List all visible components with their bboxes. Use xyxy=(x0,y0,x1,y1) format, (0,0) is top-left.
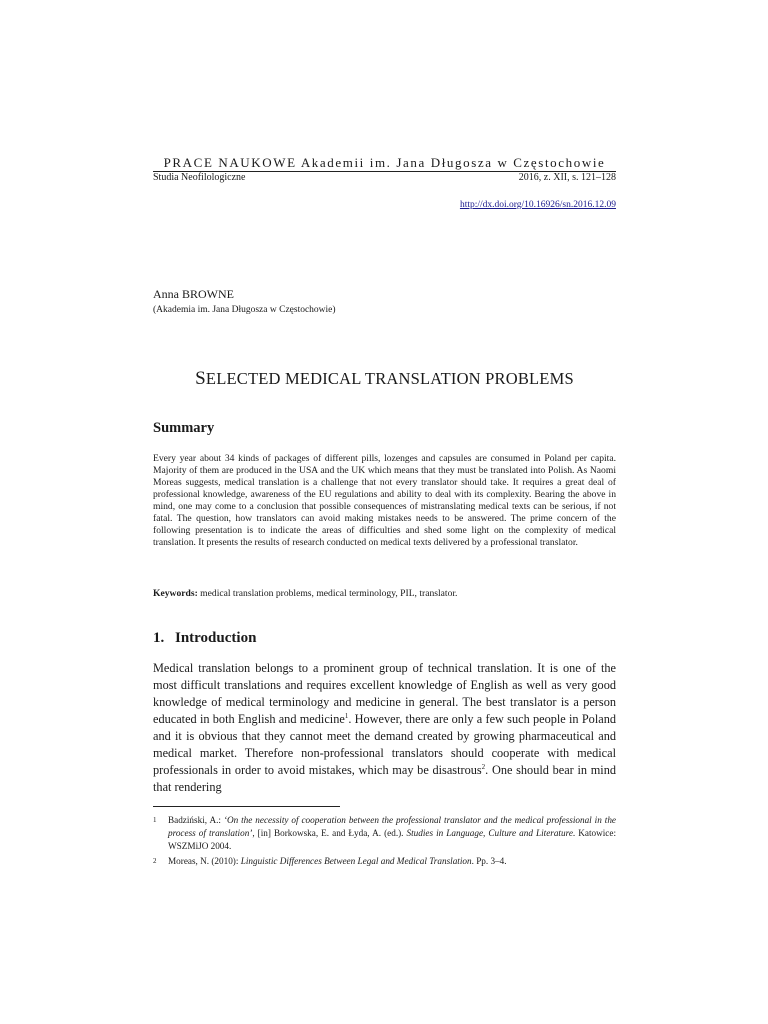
footnote-ref-2[interactable]: 2 xyxy=(481,763,486,771)
footnote-pages: . Pp. 3–4. xyxy=(471,856,507,866)
footnote-1 xyxy=(153,814,616,853)
article-title xyxy=(153,368,616,390)
footnote-ref-1[interactable]: 1 xyxy=(344,712,349,720)
intro-text-part1: Medical translation belongs to a prominent group of technical translation. It is one of the most difficult translations and requires excellent knowledge of English as well as very good knowledge of medical terminology and medicine in general. The best translator is a person educated in both English and medicine xyxy=(153,661,616,726)
title-initial: S xyxy=(195,368,206,389)
intro-paragraph xyxy=(153,660,616,796)
footnote-number: 1 xyxy=(153,816,157,824)
footnote-divider xyxy=(153,806,340,807)
section-title: Introduction xyxy=(175,630,257,646)
summary-text: Every year about 34 kinds of packages of different pills, lozenges and capsules are consumed in Poland per capita. Majority of them are produced in the USA and the UK which means that they must be translated into Polish. As Naomi Moreas suggests, medical translation is a challenge that not every translator should take. It requires a great deal of professional knowledge, awareness of the EU regulations and ability to deal with its complexity. Bearing the above in mind, one may come to a conclusion that possible consequences of mistranslating medical texts can be serious, if not fatal. The question, how translators can avoid making mistakes needs to be answered. The prime concern of the following presentation is to indicate the areas of difficulties and shed some light on the complexity of medical translation. It presents the results of research conducted on medical texts delivered by a professional translator. xyxy=(153,453,616,548)
section-number: 1. xyxy=(153,630,165,646)
author-name: Anna BROWNE xyxy=(153,287,234,301)
footnote-author: Badziński, A.: xyxy=(168,815,224,825)
footnote-editors: , [in] Borkowska, E. and Łyda, A. (ed.). xyxy=(252,828,407,838)
footnote-publisher: . Katowice: WSZMiJO 2004. xyxy=(168,828,616,851)
issue-info: 2016, z. XII, s. 121–128 xyxy=(518,172,616,183)
keywords-list: medical translation problems, medical terminology, PIL, translator. xyxy=(200,588,458,599)
journal-name: Studia Neofilologiczne xyxy=(153,172,246,183)
paper-page xyxy=(153,0,616,1024)
summary-heading: Summary xyxy=(153,420,215,436)
keywords xyxy=(153,588,616,600)
footnote-author: Moreas, N. (2010): xyxy=(168,856,241,866)
section-heading xyxy=(153,630,256,647)
intro-text-part2: . However, there are only a few such people in Poland and it is obvious that they cannot meet the demand created by growing pharmaceutical and medical market. Therefore non-professional translators should cooperate with medical professionals in order to avoid mistakes, which may be disastrous xyxy=(153,712,616,777)
footnote-text xyxy=(168,814,616,853)
footnote-work-title: Linguistic Differences Between Legal and Medical Translation xyxy=(240,856,472,866)
author-affiliation: (Akademia im. Jana Długosza w Częstochowie) xyxy=(153,305,336,315)
footnote-book-title: Studies in Language, Culture and Literature xyxy=(406,828,573,838)
journal-info-row xyxy=(153,172,616,183)
footnote-2 xyxy=(153,855,616,868)
series-title: PRACE NAUKOWE Akademii im. Jana Długosza w Częstochowie xyxy=(163,155,606,170)
footnote-article-title: ‘On the necessity of cooperation between the professional translator and the medical professional in the process of translation’ xyxy=(168,815,616,838)
footnote-number: 2 xyxy=(153,857,157,865)
footnote-text xyxy=(168,855,616,868)
keywords-label: Keywords: xyxy=(153,588,198,599)
doi-link[interactable]: http://dx.doi.org/10.16926/sn.2016.12.09 xyxy=(459,200,616,210)
intro-text-part3: . One should bear in mind that rendering xyxy=(153,763,617,794)
title-rest: ELECTED MEDICAL TRANSLATION PROBLEMS xyxy=(205,369,574,388)
